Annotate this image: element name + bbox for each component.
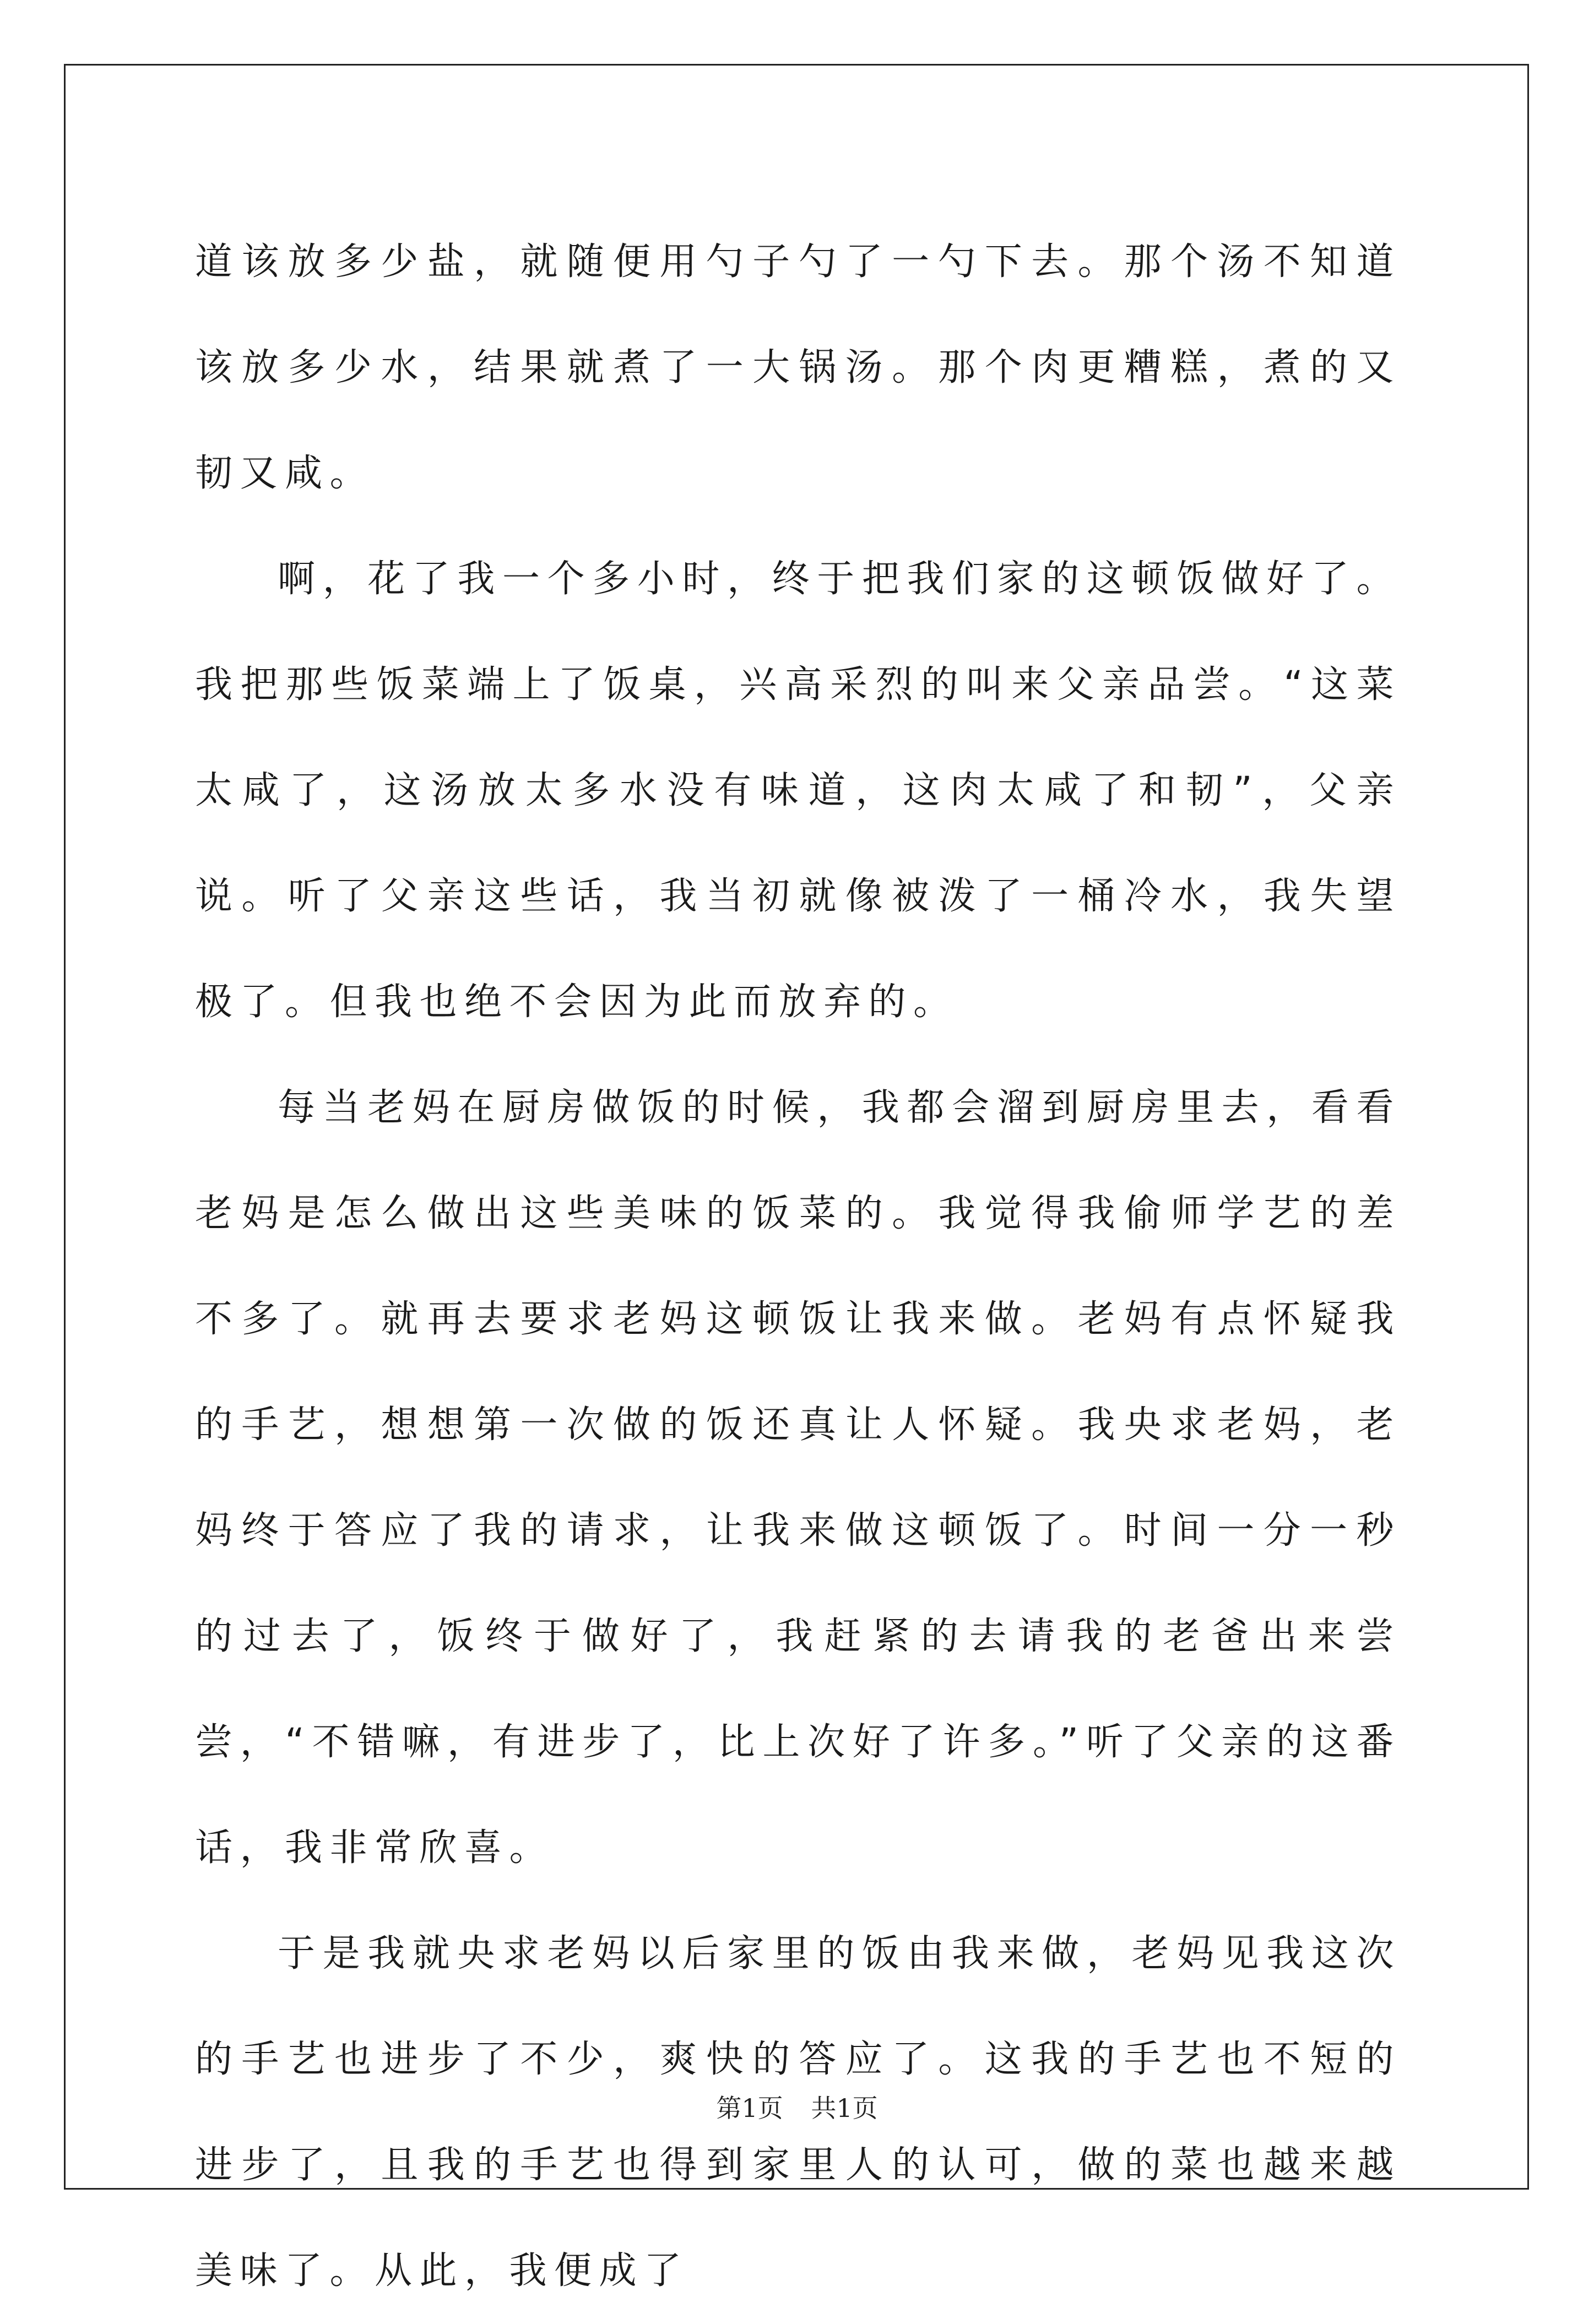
paragraph-2: 啊，花了我一个多小时，终于把我们家的这顿饭做好了。我把那些饭菜端上了饭桌，兴高采烈的叫来父亲品尝。“这菜太咸了，这汤放太多水没有味道，这肉太咸了和韧”，父亲说。听了父亲这些话，我当初就像被泼了一桶冷水，我失望极了。但我也绝不会因为此而放弃的。 <box>195 557 1401 1024</box>
paragraph-4: 于是我就央求老妈以后家里的饭由我来做，老妈见我这次的手艺也进步了不少，爽快的答应了。这我的手艺也不短的进步了，且我的手艺也得到家里人的认可，做的菜也越来越美味了。从此，我便成了 <box>195 1932 1401 2293</box>
page-number: 第1页 <box>716 2093 783 2123</box>
paragraph-1: 道该放多少盐，就随便用勺子勺了一勺下去。那个汤不知道该放多少水，结果就煮了一大锅汤。那个肉更糟糕，煮的又韧又咸。 <box>195 240 1401 495</box>
document-body <box>195 209 1401 2324</box>
page-footer <box>0 2092 1594 2125</box>
page-total: 共1页 <box>811 2093 878 2123</box>
paragraph-3: 每当老妈在厨房做饭的时候，我都会溜到厨房里去，看看老妈是怎么做出这些美味的饭菜的。我觉得我偷师学艺的差不多了。就再去要求老妈这顿饭让我来做。老妈有点怀疑我的手艺，想想第一次做的饭还真让人怀疑。我央求老妈，老妈终于答应了我的请求，让我来做这顿饭了。时间一分一秒的过去了，饭终于做好了，我赶紧的去请我的老爸出来尝尝，“不错嘛，有进步了，比上次好了许多。”听了父亲的这番话，我非常欣喜。 <box>195 1086 1401 1870</box>
